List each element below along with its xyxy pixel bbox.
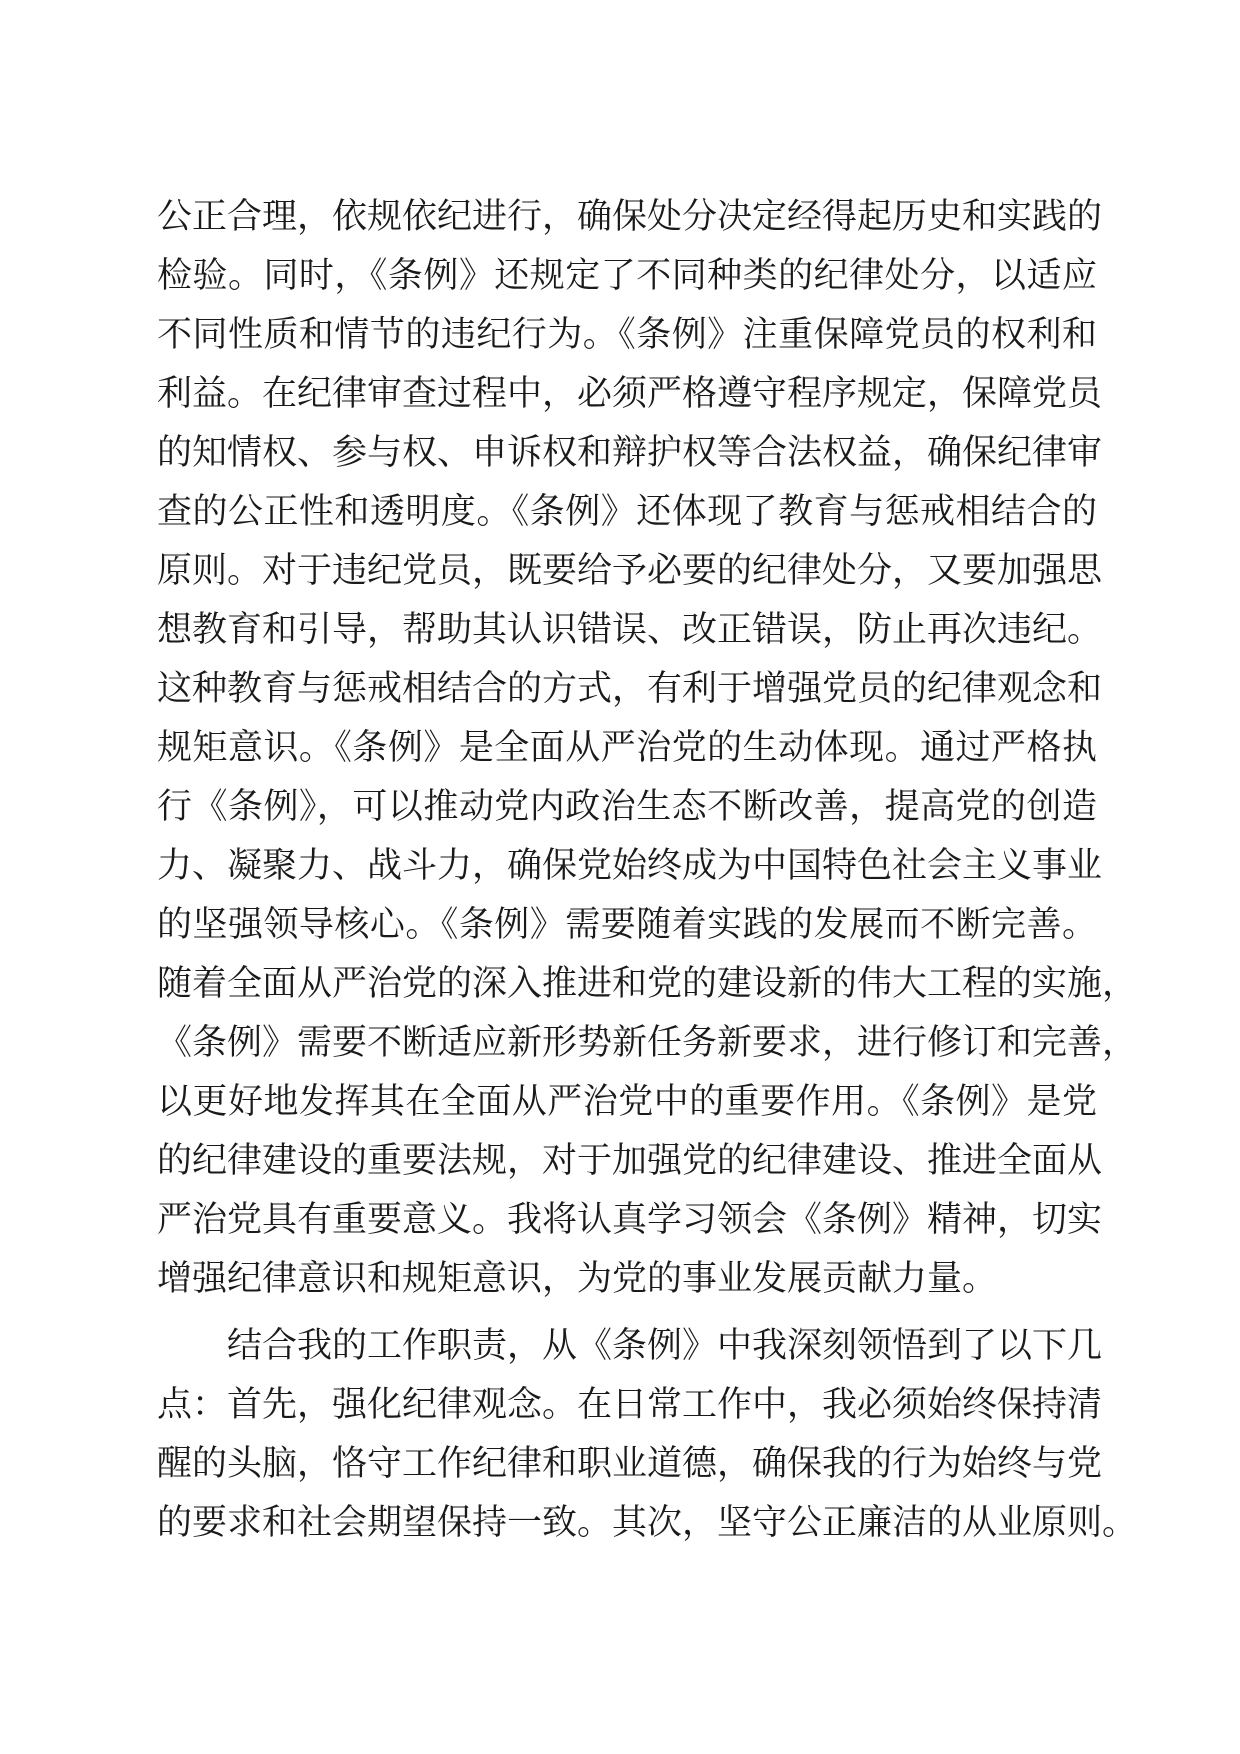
text-line: 点：首先，强化纪律观念。在日常工作中，我必须始终保持清 (157, 1385, 1103, 1425)
text-line: 规矩意识。《条例》是全面从严治党的生动体现。通过严格执 (157, 728, 1097, 768)
paragraph-1 (157, 188, 1138, 1309)
text-line: 不同性质和情节的违纪行为。《条例》注重保障党员的权利和 (157, 315, 1097, 355)
text-line: 的知情权、参与权、申诉权和辩护权等合法权益，确保纪律审 (157, 433, 1103, 473)
body-text (157, 188, 1138, 1553)
paragraph-2 (157, 1317, 1138, 1553)
text-line: 利益。在纪律审查过程中，必须严格遵守程序规定，保障党员 (157, 374, 1103, 414)
text-line: 力、凝聚力、战斗力，确保党始终成为中国特色社会主义事业 (157, 846, 1103, 886)
text-line: 结合我的工作职责，从《条例》中我深刻领悟到了以下几 (227, 1326, 1103, 1366)
text-line: 醒的头脑，恪守工作纪律和职业道德，确保我的行为始终与党 (157, 1444, 1103, 1484)
text-line: 行《条例》，可以推动党内政治生态不断改善，提高党的创造 (157, 787, 1097, 827)
text-line: 增强纪律意识和规矩意识，为党的事业发展贡献力量。 (157, 1259, 998, 1299)
text-line: 《条例》需要不断适应新形势新任务新要求，进行修订和完善， (157, 1023, 1138, 1063)
text-line: 这种教育与惩戒相结合的方式，有利于增强党员的纪律观念和 (157, 669, 1103, 709)
text-line: 公正合理，依规依纪进行，确保处分决定经得起历史和实践的 (157, 197, 1103, 237)
text-line: 检验。同时，《条例》还规定了不同种类的纪律处分，以适应 (157, 256, 1097, 296)
text-line: 查的公正性和透明度。《条例》还体现了教育与惩戒相结合的 (157, 492, 1097, 532)
text-line: 严治党具有重要意义。我将认真学习领会《条例》精神，切实 (157, 1200, 1103, 1240)
text-line: 的坚强领导核心。《条例》需要随着实践的发展而不断完善。 (157, 905, 1097, 945)
text-line: 原则。对于违纪党员，既要给予必要的纪律处分，又要加强思 (157, 551, 1103, 591)
text-line: 随着全面从严治党的深入推进和党的建设新的伟大工程的实施， (157, 964, 1138, 1004)
text-line: 想教育和引导，帮助其认识错误、改正错误，防止再次违纪。 (157, 610, 1103, 650)
text-line: 以更好地发挥其在全面从严治党中的重要作用。《条例》是党 (157, 1082, 1097, 1122)
text-line: 的纪律建设的重要法规，对于加强党的纪律建设、推进全面从 (157, 1141, 1103, 1181)
text-line: 的要求和社会期望保持一致。其次，坚守公正廉洁的从业原则。 (157, 1503, 1138, 1543)
